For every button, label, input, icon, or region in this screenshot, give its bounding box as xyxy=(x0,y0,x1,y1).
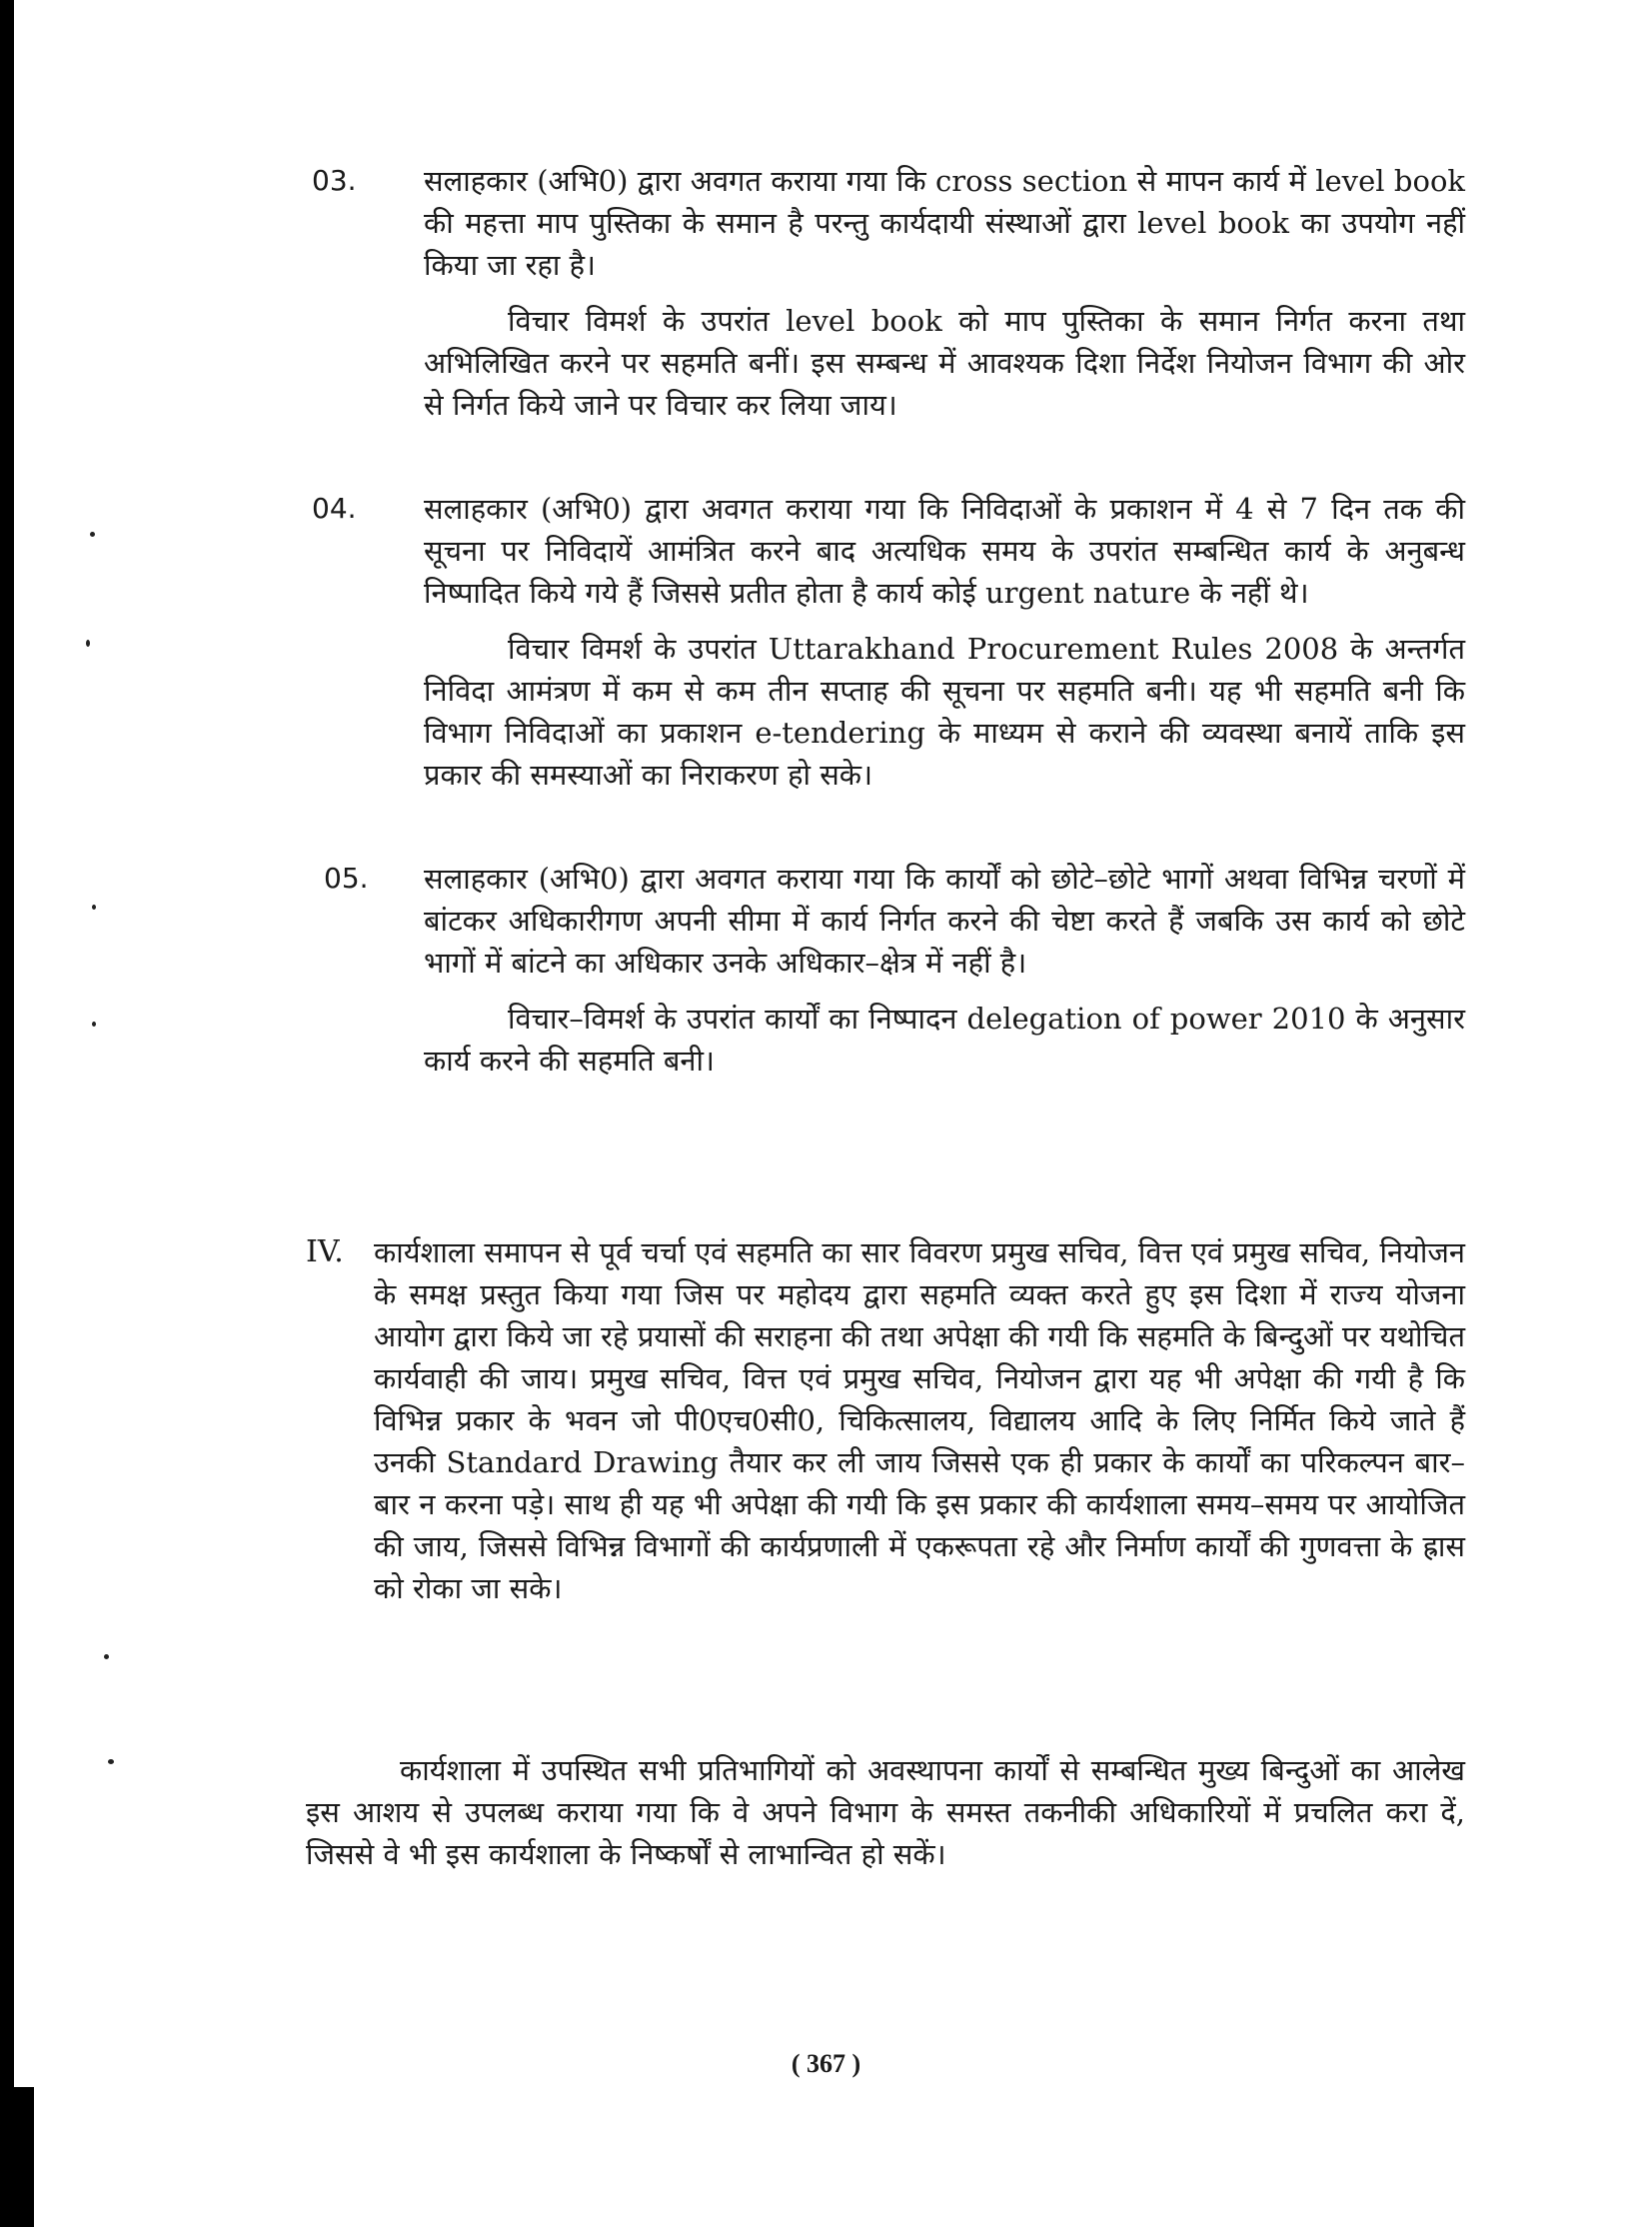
item-body: सलाहकार (अभि0) द्वारा अवगत कराया गया कि निविदाओं के प्रकाशन में 4 से 7 दिन तक की सूचना पर निविदायें आमंत्रित करने बाद अत्यधिक समय के उपरांत सम्बन्धित कार्य के अनुबन्ध निष्पादित किये गये हैं जिससे प्रतीत होता है कार्य कोई urgent nature के नहीं थे। xyxy=(424,492,1465,610)
scan-speck xyxy=(92,905,96,910)
closing-text: कार्यशाला में उपस्थित सभी प्रतिभागियों को अवस्थापना कार्यों से सम्बन्धित मुख्य बिन्दुओं का आलेख इस आशय से उपलब्ध कराया गया कि वे अपने विभाग के समस्त तकनीकी अधिकारियों में प्रचलित करा दें, जिससे वे भी इस कार्यशाला के निष्कर्षों से लाभान्वित हो सकें। xyxy=(306,1753,1465,1871)
agenda-item-03 xyxy=(246,160,1465,426)
section-text: कार्यशाला समापन से पूर्व चर्चा एवं सहमति का सार विवरण प्रमुख सचिव, वित्त एवं प्रमुख सचिव, नियोजन के समक्ष प्रस्तुत किया गया जिस पर महोदय द्वारा सहमति व्यक्त करते हुए इस दिशा में राज्य योजना आयोग द्वारा किये जा रहे प्रयासों की सराहना की तथा अपेक्षा की गयी कि सहमति के बिन्दुओं पर यथोचित कार्यवाही की जाय। प्रमुख सचिव, वित्त एवं प्रमुख सचिव, नियोजन द्वारा यह भी अपेक्षा की गयी है कि विभिन्न प्रकार के भवन जो पी0एच0सी0, चिकित्सालय, विद्यालय आदि के लिए निर्मित किये जाते हैं उनकी Standard Drawing तैयार कर ली जाय जिससे एक ही प्रकार के कार्यों का परिकल्पन बार–बार न करना पड़े। साथ ही यह भी अपेक्षा की गयी कि इस प्रकार की कार्यशाला समय–समय पर आयोजित की जाय, जिससे विभिन्न विभागों की कार्यप्रणाली में एकरूपता रहे और निर्माण कार्यों की गुणवत्ता के ह्रास को रोका जा सके। xyxy=(374,1235,1465,1605)
scan-speck xyxy=(104,1654,109,1659)
item-body: सलाहकार (अभि0) द्वारा अवगत कराया गया कि कार्यों को छोटे–छोटे भागों अथवा विभिन्न चरणों में बांटकर अधिकारीगण अपनी सीमा में कार्य निर्गत करने की चेष्टा करते हैं जबकि उस कार्य को छोटे भागों में बांटने का अधिकार उनके अधिकार–क्षेत्र में नहीं है। xyxy=(424,862,1465,980)
item-number: 05. xyxy=(324,862,369,895)
item-body: सलाहकार (अभि0) द्वारा अवगत कराया गया कि cross section से मापन कार्य में level book की महत्ता माप पुस्तिका के समान है परन्तु कार्यदायी संस्थाओं द्वारा level book का उपयोग नहीं किया जा रहा है। xyxy=(424,164,1465,282)
scan-speck xyxy=(90,532,95,537)
agenda-item-05 xyxy=(246,858,1465,1082)
scan-speck xyxy=(86,640,90,647)
scan-speck xyxy=(92,1022,96,1027)
item-decision: विचार–विमर्श के उपरांत कार्यों का निष्पादन delegation of power 2010 के अनुसार कार्य करने की सहमति बनी। xyxy=(424,1002,1465,1078)
scan-speck xyxy=(108,1759,114,1764)
agenda-items xyxy=(306,160,1465,1143)
scan-page-edge xyxy=(0,0,14,2227)
section-iv xyxy=(306,1231,1465,1609)
agenda-item-04 xyxy=(246,488,1465,796)
item-number: 03. xyxy=(312,164,357,197)
closing-paragraph xyxy=(306,1749,1465,1875)
item-decision: विचार विमर्श के उपरांत Uttarakhand Procurement Rules 2008 के अन्तर्गत निविदा आमंत्रण में कम से कम तीन सप्ताह की सूचना पर सहमति बनी। यह भी सहमति बनी कि विभाग निविदाओं का प्रकाशन e-tendering के माध्यम से कराने की व्यवस्था बनायें ताकि इस प्रकार की समस्याओं का निराकरण हो सके। xyxy=(424,632,1465,792)
scan-page-edge-bottom xyxy=(0,2087,34,2227)
item-decision: विचार विमर्श के उपरांत level book को माप पुस्तिका के समान निर्गत करना तथा अभिलिखित करने पर सहमति बनीं। इस सम्बन्ध में आवश्यक दिशा निर्देश नियोजन विभाग की ओर से निर्गत किये जाने पर विचार कर लिया जाय। xyxy=(424,304,1465,422)
item-number: 04. xyxy=(312,492,357,525)
section-number: IV. xyxy=(306,1234,344,1269)
page-number: ( 367 ) xyxy=(791,2049,861,2078)
